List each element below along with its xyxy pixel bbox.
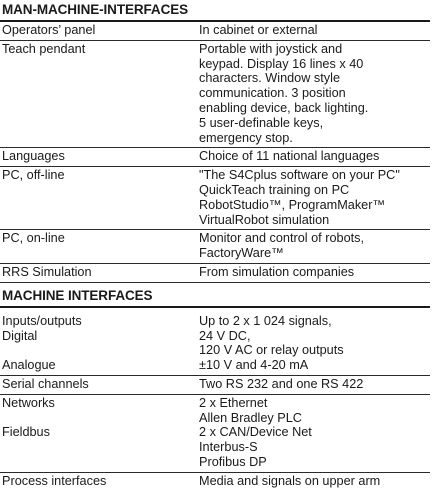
row-value (199, 231, 430, 261)
row-label (2, 377, 199, 392)
section-title: MAN-MACHINE-INTERFACES (0, 0, 430, 22)
value-line: VirtualRobot simulation (199, 212, 330, 227)
row-value (199, 396, 430, 470)
row-value (199, 265, 430, 280)
label-line: Analogue (2, 358, 56, 373)
machine-interfaces-section (0, 286, 430, 491)
row-value (199, 42, 430, 146)
row-label (2, 265, 199, 280)
value-line: From simulation companies (199, 264, 355, 279)
row-label (2, 474, 199, 489)
value-line: Portable with joystick and (199, 41, 343, 56)
label-line: Process interfaces (2, 473, 107, 488)
row-value (199, 149, 430, 164)
label-line (2, 440, 199, 455)
value-line: 24 V DC, (199, 328, 251, 343)
label-line: Networks (2, 395, 55, 410)
table-row (0, 22, 430, 41)
value-line: Up to 2 x 1 024 signals, (199, 313, 332, 328)
row-label (2, 314, 199, 373)
table-row (0, 473, 430, 491)
label-line: Languages (2, 149, 65, 164)
row-label (2, 149, 199, 164)
value-line: Allen Bradley PLC (199, 410, 302, 425)
label-line: Digital (2, 328, 38, 343)
table-row (0, 395, 430, 473)
spec-table (0, 308, 430, 491)
value-line: ±10 V and 4-20 mA (199, 358, 309, 373)
label-line: Operators’ panel (2, 23, 96, 37)
value-line: 120 V AC or relay outputs (199, 343, 344, 358)
label-line: PC, on-line (2, 231, 65, 246)
row-label (2, 23, 199, 38)
value-line: Media and signals on upper arm (199, 473, 381, 488)
row-label (2, 168, 199, 227)
value-line: In cabinet or external (199, 23, 318, 37)
section-title: MACHINE INTERFACES (0, 286, 430, 308)
value-line: FactoryWare™ (199, 246, 284, 261)
label-line: Fieldbus (2, 425, 50, 440)
label-line (2, 455, 199, 470)
value-line: keypad. Display 16 lines x 40 (199, 56, 364, 71)
label-line: RRS Simulation (2, 264, 92, 279)
value-line: enabling device, back lighting. (199, 100, 369, 115)
value-line: characters. Window style (199, 71, 341, 86)
label-line: Serial channels (2, 376, 89, 391)
table-row (0, 41, 430, 149)
row-label (2, 396, 199, 470)
table-row (0, 376, 430, 395)
value-line: 2 x Ethernet (199, 395, 268, 410)
label-line: Teach pendant (2, 41, 86, 56)
value-line: RobotStudio™, ProgramMaker™ (199, 197, 386, 212)
label-line (2, 411, 199, 426)
row-value (199, 314, 430, 373)
table-row (0, 264, 430, 283)
label-line: PC, off-line (2, 168, 65, 183)
row-label (2, 231, 199, 261)
value-line: communication. 3 position (199, 86, 346, 101)
table-row (0, 148, 430, 167)
spec-table (0, 22, 430, 283)
value-line: QuickTeach training on PC (199, 182, 350, 197)
value-line: Monitor and control of robots, (199, 231, 365, 246)
value-line: "The S4Cplus software on your PC" (199, 168, 400, 183)
row-value (199, 168, 430, 227)
value-line: Choice of 11 national languages (199, 149, 380, 164)
value-line: Profibus DP (199, 454, 267, 469)
row-value (199, 23, 430, 38)
row-label (2, 42, 199, 146)
value-line: 5 user-definable keys, (199, 115, 324, 130)
table-row (0, 313, 430, 376)
row-value (199, 474, 430, 489)
value-line: Interbus-S (199, 440, 258, 455)
label-line (2, 343, 199, 358)
value-line: 2 x CAN/Device Net (199, 425, 312, 440)
table-row (0, 167, 430, 230)
table-row (0, 230, 430, 264)
label-line: Inputs/outputs (2, 313, 82, 328)
value-line: Two RS 232 and one RS 422 (199, 376, 364, 391)
value-line: emergency stop. (199, 130, 293, 145)
row-value (199, 377, 430, 392)
